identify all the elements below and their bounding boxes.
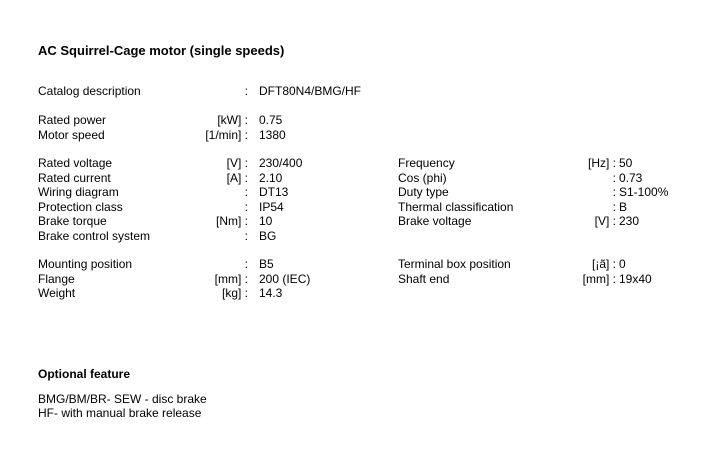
spec-label: Mounting position [38, 257, 133, 271]
spec-value: 10 [259, 214, 273, 228]
spec-value: 0 [619, 257, 626, 271]
spec-label: Brake voltage [398, 214, 472, 228]
spec-row [0, 84, 710, 99]
spec-row [0, 171, 710, 186]
spec-value: B5 [259, 257, 274, 271]
spec-label: Rated voltage [38, 156, 113, 170]
spec-label: Weight [38, 286, 76, 300]
spec-value: 230 [619, 214, 640, 228]
spec-row [0, 156, 710, 171]
spec-unit: : [244, 257, 248, 271]
spec-value: 2.10 [259, 170, 283, 185]
list-item: HF- with manual brake release [38, 406, 202, 420]
spec-unit: : [244, 185, 248, 199]
spec-label: Shaft end [398, 271, 450, 286]
spec-label: Brake control system [38, 228, 151, 243]
spec-row [0, 214, 710, 229]
spec-unit: [V] : [594, 214, 616, 228]
spec-label: Terminal box position [398, 257, 511, 271]
spec-value: 0.73 [619, 170, 643, 185]
spec-value: 0.75 [259, 113, 283, 127]
spec-value: 50 [619, 156, 633, 170]
spec-unit: [Nm] : [216, 214, 248, 228]
spec-value: 230/400 [259, 156, 303, 170]
optional-feature-list [38, 392, 207, 420]
spec-row [0, 128, 710, 143]
spec-label: Wiring diagram [38, 185, 119, 199]
spec-label: Brake torque [38, 214, 107, 228]
spec-value: 200 (IEC) [259, 271, 311, 286]
electrical-block [0, 156, 710, 243]
spec-unit: [mm] : [582, 271, 616, 286]
spec-label: Rated current [38, 170, 111, 185]
spec-unit: [1/min] : [205, 127, 248, 142]
page-title: AC Squirrel-Cage motor (single speeds) [38, 43, 285, 58]
spec-label: Motor speed [38, 127, 105, 142]
spec-label: Protection class [38, 199, 123, 214]
spec-value: DFT80N4/BMG/HF [259, 84, 362, 98]
spec-unit: [V] : [226, 156, 248, 170]
spec-value: IP54 [259, 199, 284, 214]
list-item: BMG/BM/BR- SEW - disc brake [38, 392, 207, 406]
spec-label: Rated power [38, 113, 107, 127]
spec-unit: : [612, 185, 616, 199]
spec-unit: : [244, 199, 248, 214]
spec-unit: [kW] : [217, 113, 248, 127]
spec-label: Frequency [398, 156, 455, 170]
spec-value: DT13 [259, 185, 289, 199]
spec-row [0, 257, 710, 272]
spec-row [0, 286, 710, 301]
spec-unit: : [612, 170, 616, 185]
spec-label: Duty type [398, 185, 449, 199]
spec-unit: [mm] : [214, 271, 248, 286]
catalog-block [0, 84, 710, 99]
spec-unit: [Hz] : [587, 156, 616, 170]
spec-unit: : [244, 228, 248, 243]
spec-value: B [619, 199, 628, 214]
spec-label: Thermal classification [398, 199, 514, 214]
spec-row [0, 200, 710, 215]
spec-value: 1380 [259, 127, 286, 142]
spec-value: 19x40 [619, 271, 652, 286]
spec-label: Cos (phi) [398, 170, 447, 185]
spec-row [0, 185, 710, 200]
optional-feature-heading: Optional feature [38, 367, 131, 381]
spec-value: S1-100% [619, 185, 669, 199]
spec-label: Flange [38, 271, 75, 286]
spec-unit: [kg] : [221, 286, 248, 300]
spec-value: 14.3 [259, 286, 283, 300]
spec-unit: : [612, 199, 616, 214]
spec-value: BG [259, 228, 277, 243]
spec-row [0, 229, 710, 244]
mechanical-block [0, 257, 710, 301]
power-speed-block [0, 113, 710, 142]
spec-row [0, 113, 710, 128]
spec-unit: [A] : [226, 170, 248, 185]
spec-unit: [¡ã] : [591, 257, 616, 271]
spec-row [0, 272, 710, 287]
spec-unit: : [244, 84, 248, 98]
spec-label: Catalog description [38, 84, 141, 98]
